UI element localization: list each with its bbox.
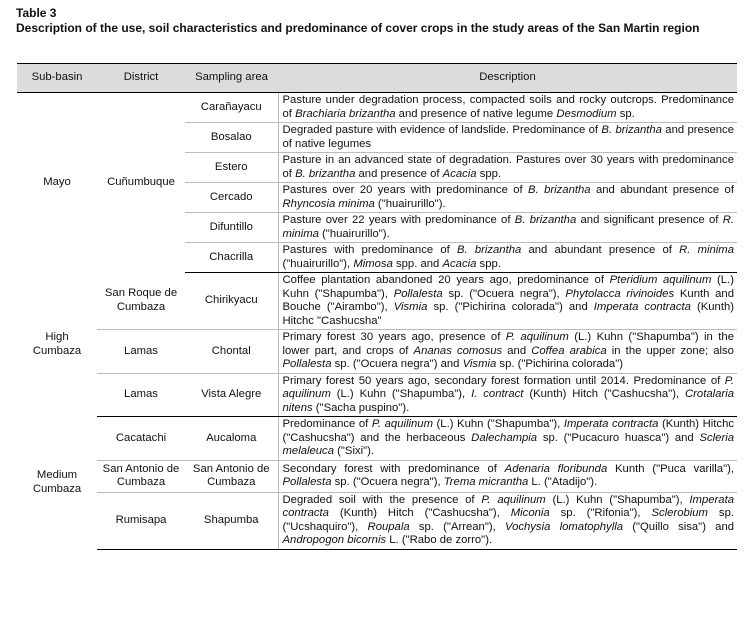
table-caption: Description of the use, soil characteristics and predominance of cover crops in the study areas of the San Martin region [16,21,700,35]
subbasin-cell: Mayo [43,176,71,188]
species-name: Imperata contracta [282,493,734,519]
district-cell: Lamas [97,373,185,417]
species-name: Adenaria floribunda [504,462,608,475]
species-name: Miconia [510,507,550,519]
description-cell: Primary forest 30 years ago, presence of P. aquilinum (L.) Kuhn ("Shapumba") in the lower part, and crops of Ananas comosus and Coffea arabica in the upper zone; also Pollalesta sp. ("Ocuera negra") and Vismia sp. ("Pichirina colorada") [278,330,737,374]
species-name: Pollalesta [393,287,443,300]
description-cell: Pasture under degradation process, compacted soils and rocky outcrops. Predominance of Brachiaria brizantha and presence of native legume Desmodium sp. [278,93,737,123]
area-cell: Bosalao [185,123,278,153]
description-cell: Coffee plantation abandoned 20 years ago, predominance of Pteridium aquilinum (L.) Kuhn ("Shapumba"), Pollalesta sp. ("Ocuera negra"), Phytolacca rivinoides Kunth and Bouche ("Airambo"), Vismia sp. ("Pichirina colorada") and Imperata contracta (Kunth) Hitchc "Cashucsha" [278,273,737,330]
district-cell: Lamas [97,330,185,374]
description-cell: Degraded soil with the presence of P. aquilinum (L.) Kuhn ("Shapumba"), Imperata contracta (Kunth) Hitch ("Cashucsha"), Miconia sp. ("Rifonia"), Sclerobium sp. ("Ucshaquiro"), Roupala sp. ("Arrean"), Vochysia lomatophylla ("Quillo sisa") and Andropogon bicornis L. ("Rabo de zorro"). [278,492,737,549]
header-row [17,64,737,93]
species-name: Phytolacca rivinoides [565,287,675,300]
species-name: B. brizantha [601,124,662,136]
species-name: Scleria melaleuca [282,431,734,457]
description-cell: Degraded pasture with evidence of landslide. Predominance of B. brizantha and presence of native legumes [278,123,737,153]
subbasin-cell: High Cumbaza [32,331,82,357]
table-row [17,417,737,461]
area-cell: Difuntillo [185,213,278,243]
species-name: Desmodium [556,107,617,120]
district-cell: Rumisapa [97,492,185,549]
area-cell: Vista Alegre [185,373,278,417]
area-cell: Chirikyacu [185,273,278,330]
species-name: P. aquilinum [505,331,569,343]
species-name: Pollalesta [282,358,332,370]
species-name: B. brizantha [514,214,577,226]
species-name: Sclerobium [651,507,708,519]
species-name: B. brizantha [528,184,591,196]
species-name: Imperata contracta [563,418,659,430]
species-name: Crotalaria nitens [282,388,734,414]
species-name: Vismia [393,301,428,313]
species-name: Acacia [442,167,477,180]
species-name: P. aquilinum [282,374,734,400]
species-name: B. brizantha [295,167,356,180]
description-cell: Primary forest 50 years ago, secondary forest formation until 2014. Predominance of P. aquilinum (L.) Kuhn ("Shapumba"), I. contract (Kunth) Hitch ("Cashucsha"), Crotalaria nitens ("Sacha puspino"). [278,373,737,417]
species-name: Acacia [442,257,477,270]
district-cell: San Roque de Cumbaza [97,273,185,330]
header-description: Description [278,64,737,93]
species-name: Mimosa [353,257,393,270]
description-cell: Pasture over 22 years with predominance of B. brizantha and significant presence of R. minima ("huairurillo"). [278,213,737,243]
species-name: Vochysia lomatophylla [504,520,624,533]
district-cell: Cuñumbuque [107,176,175,188]
area-cell: Shapumba [185,492,278,549]
species-name: Dalechampia [471,431,538,444]
species-name: Rhyncosia minima [282,197,375,210]
table-row [17,492,737,549]
species-name: B. brizantha [456,244,522,256]
species-name: Roupala [367,520,410,533]
description-cell: Pastures with predominance of B. brizantha and abundant presence of R. minima ("huairurillo"), Mimosa spp. and Acacia spp. [278,243,737,273]
area-cell: Chontal [185,330,278,374]
area-cell: Cercado [185,183,278,213]
species-name: R. minima [282,214,734,240]
species-name: R. minima [679,244,735,256]
table-number: Table 3 [16,6,57,20]
table-row [17,460,737,492]
table-row [17,330,737,374]
species-name: Vismia [462,358,497,370]
area-cell: Carañayacu [185,93,278,123]
species-name: Pollalesta [282,476,332,488]
area-cell: Chacrilla [185,243,278,273]
species-name: Ananas comosus [413,344,503,357]
description-cell: Pastures over 20 years with predominance of B. brizantha and abundant presence of Rhyncosia minima ("huairurillo"). [278,183,737,213]
species-name: Brachiaria brizantha [295,107,396,120]
species-name: Pteridium aquilinum [609,274,712,286]
species-name: I. contract [471,388,524,400]
cover-crops-table [17,63,737,550]
species-name: P. aquilinum [371,418,433,430]
species-name: Coffea arabica [531,344,607,357]
species-name: Trema micrantha [443,476,529,488]
header-subbasin: Sub-basin [17,64,97,93]
species-name: Andropogon bicornis [282,534,387,546]
description-cell: Predominance of P. aquilinum (L.) Kuhn ("Shapumba"), Imperata contracta (Kunth) Hitchc ("Cashucsha") and the herbaceous Dalechampia sp. ("Pucacuro huasca") and Scleria melaleuca ("Sixi"). [278,417,737,461]
species-name: Imperata contracta [593,301,691,313]
area-cell: Aucaloma [185,417,278,461]
header-district: District [97,64,185,93]
area-cell: Estero [185,153,278,183]
description-cell: Pasture in an advanced state of degradation. Pastures over 30 years with predominance of B. brizantha and presence of Acacia spp. [278,153,737,183]
subbasin-cell: Medium Cumbaza [32,469,82,495]
table-row [17,373,737,417]
district-cell: San Antonio de Cumbaza [97,460,185,492]
species-name: P. aquilinum [481,493,546,506]
table-row [17,93,737,123]
district-cell: Cacatachi [97,417,185,461]
table-row [17,273,737,330]
description-cell: Secondary forest with predominance of Adenaria floribunda Kunth ("Puca varilla"), Pollalesta sp. ("Ocuera negra"), Trema micrantha L. ("Atadijo"). [278,460,737,492]
header-sampling-area: Sampling area [185,64,278,93]
area-cell: San Antonio de Cumbaza [185,460,278,492]
